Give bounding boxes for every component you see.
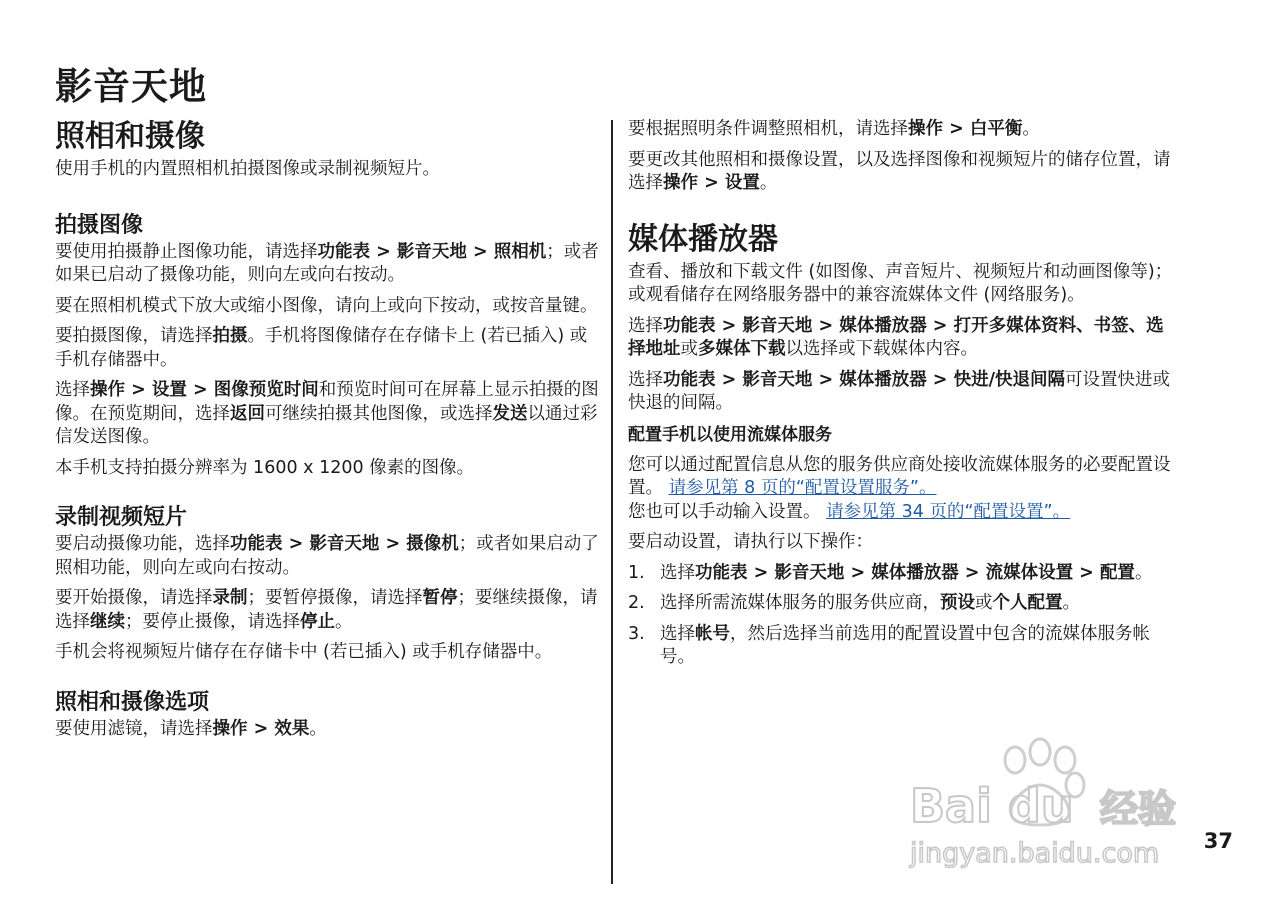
- options-cont-p2: 要更改其他照相和摄像设置，以及选择图像和视频短片的储存位置，请选择操作 > 设置。: [628, 149, 1171, 193]
- take-picture-p3: 要拍摄图像，请选择拍摄。手机将图像储存在存储卡上 (若已插入) 或手机存储器中。: [55, 326, 588, 370]
- media-player-p1: 查看、播放和下载文件 (如图像、声音短片、视频短片和动画图像等)；或观看储存在网络服务器中的兼容流媒体文件 (网络服务)。: [628, 261, 1173, 305]
- section-heading-media-player: 媒体播放器: [628, 221, 778, 257]
- media-player-p3: 选择功能表 > 影音天地 > 媒体播放器 > 快进/快退间隔可设置快进或快退的间隔。: [628, 369, 1170, 413]
- svg-text:jingyan.baidu.com: jingyan.baidu.com: [910, 838, 1160, 869]
- column-divider: [611, 120, 613, 884]
- page-title: 影音天地: [55, 65, 207, 108]
- baidu-watermark-logo: [905, 730, 1205, 870]
- options-p1: 要使用滤镜，请选择操作 > 效果。: [55, 718, 327, 739]
- step-item: 2. 选择所需流媒体服务的服务供应商，预设或个人配置。: [628, 593, 1080, 613]
- streaming-steps: [628, 562, 1178, 670]
- left-column: [55, 116, 600, 741]
- options-cont-p1: 要根据照明条件调整照相机，请选择操作 > 白平衡。: [628, 119, 1040, 139]
- svg-text:Bai du: Bai du: [910, 779, 1074, 833]
- step-item: 3. 选择帐号，然后选择当前选用的配置设置中包含的流媒体服务帐号。: [628, 623, 1150, 667]
- take-picture-p4: 选择操作 > 设置 > 图像预览时间和预览时间可在屏幕上显示拍摄的图像。在预览期间，选择返回可继续拍摄其他图像，或选择发送以通过彩信发送图像。: [55, 380, 599, 447]
- record-video-p1: 要启动摄像功能，选择功能表 > 影音天地 > 摄像机；或者如果启动了照相功能，则向左或向右按动。: [55, 534, 599, 578]
- page-number: 37: [1203, 829, 1233, 853]
- right-column: [628, 118, 1178, 677]
- streaming-p1: 您可以通过配置信息从您的服务供应商处接收流媒体服务的必要配置设置。 请参见第 8 页的“配置设置服务”。 您也可以手动输入设置。 请参见第 34 页的“配置设置”。: [628, 454, 1171, 522]
- link-config-service[interactable]: 请参见第 8 页的“配置设置服务”。: [668, 478, 937, 498]
- media-player-p2: 选择功能表 > 影音天地 > 媒体播放器 > 打开多媒体资料、书签、选择地址或多媒体下载以选择或下载媒体内容。: [628, 315, 1164, 359]
- camera-intro: 使用手机的内置照相机拍摄图像或录制视频短片。: [55, 159, 440, 179]
- subheading-streaming: 配置手机以使用流媒体服务: [628, 424, 832, 445]
- subheading-record-video: 录制视频短片: [55, 505, 188, 530]
- svg-text:经验: 经验: [1100, 787, 1177, 831]
- subheading-take-picture: 拍摄图像: [55, 212, 144, 238]
- record-video-p2: 要开始摄像，请选择录制；要暂停摄像，请选择暂停；要继续摄像，请选择继续；要停止摄像，请选择停止。: [55, 588, 598, 632]
- take-picture-p2: 要在照相机模式下放大或缩小图像，请向上或向下按动，或按音量键。: [55, 295, 598, 316]
- record-video-p3: 手机会将视频短片储存在存储卡中 (若已插入) 或手机存储器中。: [55, 642, 553, 662]
- take-picture-p1: 要使用拍摄静止图像功能，请选择功能表 > 影音天地 > 照相机；或者如果已启动了摄像功能，则向左或向右按动。: [55, 241, 599, 285]
- step-item: 1. 选择功能表 > 影音天地 > 媒体播放器 > 流媒体设置 > 配置。: [628, 562, 1153, 583]
- take-picture-p5: 本手机支持拍摄分辨率为 1600 x 1200 像素的图像。: [55, 457, 475, 478]
- streaming-p2: 要启动设置，请执行以下操作：: [628, 532, 873, 552]
- link-config-settings[interactable]: 请参见第 34 页的“配置设置”。: [826, 501, 1071, 522]
- subheading-options: 照相和摄像选项: [55, 689, 210, 715]
- section-heading-camera: 照相和摄像: [55, 119, 205, 154]
